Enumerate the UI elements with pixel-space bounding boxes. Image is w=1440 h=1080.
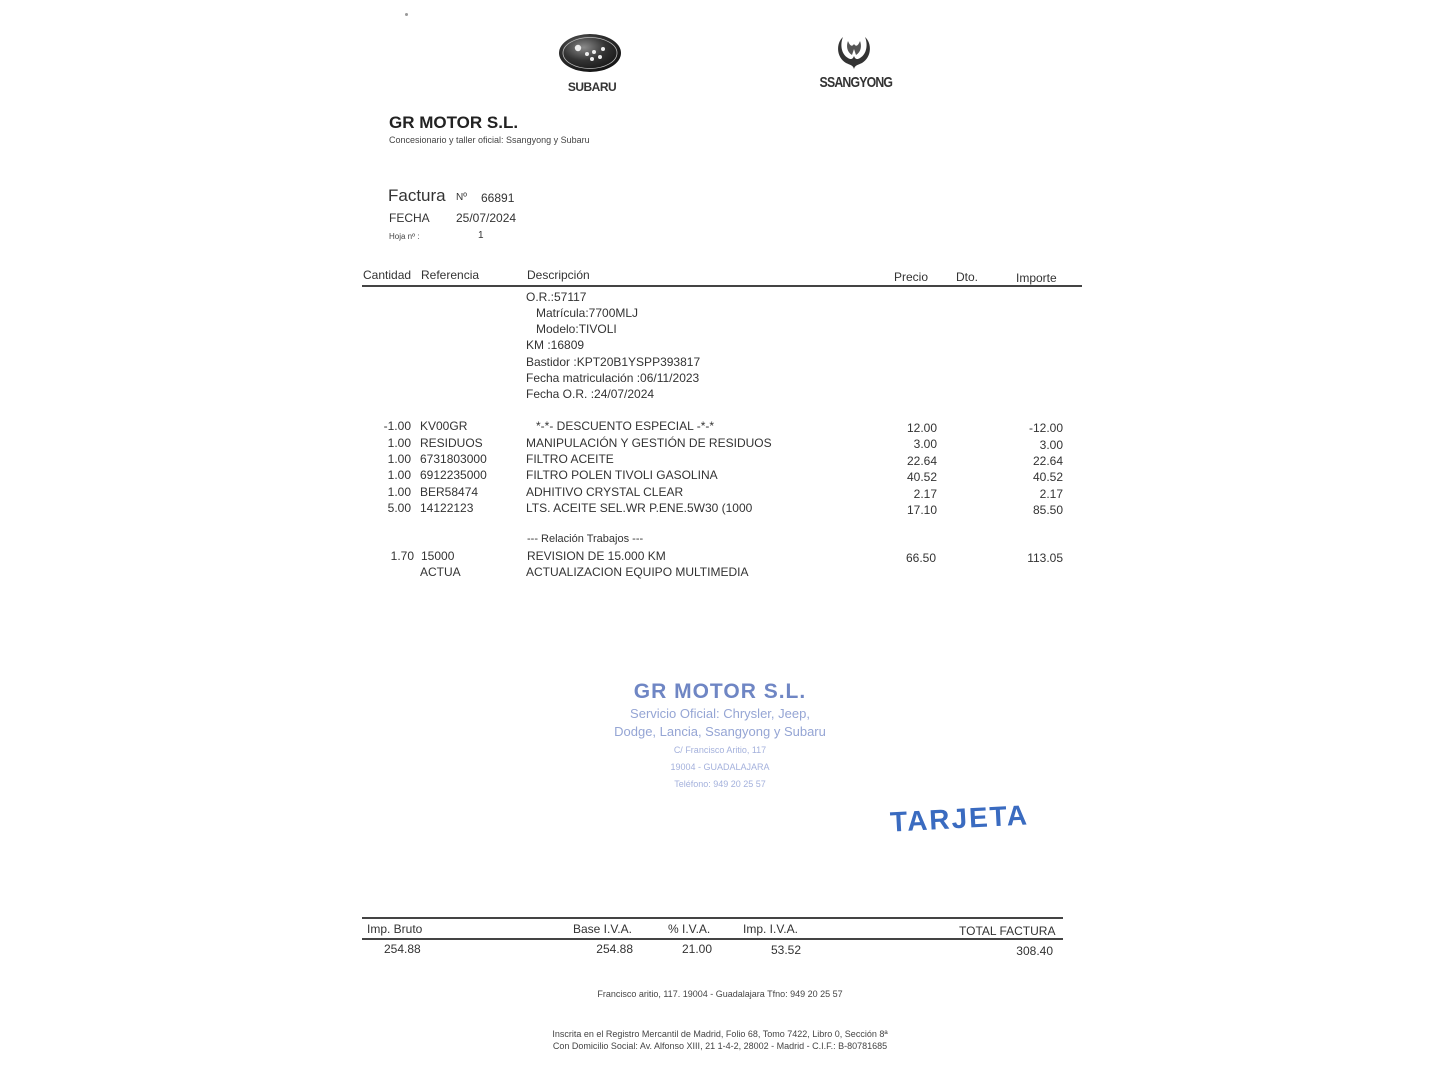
company-stamp bbox=[605, 680, 835, 791]
invoice-number: 66891 bbox=[481, 191, 515, 205]
sheet-label: Hoja nº : bbox=[389, 232, 420, 241]
subaru-emblem-icon bbox=[558, 33, 622, 73]
ssangyong-logo bbox=[812, 31, 896, 91]
ssangyong-wordmark: SSANGYONG bbox=[819, 74, 893, 91]
cell-importe: 85.50 bbox=[1032, 503, 1063, 517]
totals-label-pct-iva: % I.V.A. bbox=[668, 922, 711, 936]
totals-top-rule bbox=[362, 917, 1063, 919]
col-header-descripcion: Descripción bbox=[527, 268, 590, 282]
cell-precio: 2.17 bbox=[913, 487, 937, 501]
works-section-title: --- Relación Trabajos --- bbox=[527, 533, 644, 545]
cell-importe: 40.52 bbox=[1032, 470, 1063, 484]
totals-label-imp-iva: Imp. I.V.A. bbox=[743, 922, 798, 936]
cell-cantidad: 1.00 bbox=[387, 485, 411, 499]
cell-importe: 3.00 bbox=[1039, 438, 1063, 452]
scan-speck bbox=[405, 13, 408, 16]
company-name: GR MOTOR S.L. bbox=[389, 113, 519, 132]
info-line-modelo: Modelo:TIVOLI bbox=[536, 322, 617, 336]
cell-descripcion: LTS. ACEITE SEL.WR P.ENE.5W30 (1000 bbox=[526, 501, 753, 515]
cell-importe: 113.05 bbox=[1027, 551, 1063, 565]
company-subtitle: Concesionario y taller oficial: Ssangyong y Subaru bbox=[389, 135, 590, 145]
cell-referencia: BER58474 bbox=[420, 485, 479, 499]
footer-registry bbox=[0, 1028, 1440, 1052]
cell-referencia: ACTUA bbox=[420, 565, 461, 579]
cell-descripcion: ADHITIVO CRYSTAL CLEAR bbox=[526, 485, 684, 499]
invoice-number-label: Nº bbox=[456, 192, 467, 203]
cell-descripcion: FILTRO ACEITE bbox=[526, 452, 614, 466]
cell-referencia: 6912235000 bbox=[420, 468, 487, 482]
cell-referencia: 15000 bbox=[421, 549, 455, 563]
cell-referencia: KV00GR bbox=[420, 419, 468, 433]
totals-value-imp-iva: 53.52 bbox=[770, 943, 801, 957]
col-header-importe: Importe bbox=[1016, 271, 1057, 285]
stamp-phone: Teléfono: 949 20 25 57 bbox=[674, 779, 766, 789]
cell-descripcion: *-*- DESCUENTO ESPECIAL -*-* bbox=[536, 419, 715, 433]
cell-descripcion: ACTUALIZACION EQUIPO MULTIMEDIA bbox=[526, 565, 749, 579]
totals-value-imp-bruto: 254.88 bbox=[384, 942, 421, 956]
info-line-fecha-or: Fecha O.R. :24/07/2024 bbox=[526, 387, 655, 401]
cell-importe: -12.00 bbox=[1028, 421, 1063, 435]
cell-referencia: 14122123 bbox=[420, 501, 474, 515]
footer-registry-line1: Inscrita en el Registro Mercantil de Madrid, Folio 68, Tomo 7422, Libro 0, Sección 8ª bbox=[552, 1029, 888, 1039]
payment-method-stamp: TARJETA bbox=[889, 799, 1030, 838]
cell-precio: 40.52 bbox=[906, 470, 937, 484]
col-header-referencia: Referencia bbox=[421, 268, 480, 282]
totals-mid-rule bbox=[362, 938, 1063, 940]
invoice-date-label: FECHA bbox=[389, 211, 430, 225]
info-line-or: O.R.:57117 bbox=[526, 290, 587, 304]
footer-registry-line2: Con Domicilio Social: Av. Alfonso XIII, 21 1-4-2, 28002 - Madrid - C.I.F.: B-80781685 bbox=[552, 1041, 888, 1051]
info-line-km: KM :16809 bbox=[526, 338, 585, 352]
totals-value-total: 308.40 bbox=[1016, 944, 1053, 958]
cell-cantidad: 1.00 bbox=[387, 436, 411, 450]
col-header-cantidad: Cantidad bbox=[363, 268, 412, 282]
stamp-line1: Servicio Oficial: Chrysler, Jeep, bbox=[630, 706, 810, 721]
cell-descripcion: FILTRO POLEN TIVOLI GASOLINA bbox=[526, 468, 718, 482]
cell-referencia: 6731803000 bbox=[420, 452, 487, 466]
subaru-wordmark: SUBARU bbox=[567, 80, 617, 94]
cell-referencia: RESIDUOS bbox=[420, 436, 483, 450]
totals-value-pct-iva: 21.00 bbox=[681, 942, 712, 956]
totals-label-total: TOTAL FACTURA bbox=[959, 924, 1056, 938]
info-line-bastidor: Bastidor :KPT20B1YSPP393817 bbox=[526, 355, 701, 369]
cell-precio: 17.10 bbox=[906, 503, 937, 517]
invoice-label: Factura bbox=[388, 186, 446, 205]
totals-value-base-iva: 254.88 bbox=[596, 942, 633, 956]
ssangyong-emblem-icon bbox=[832, 31, 876, 73]
info-line-matricula: Matrícula:7700MLJ bbox=[536, 306, 639, 320]
cell-cantidad: 1.00 bbox=[387, 452, 411, 466]
cell-precio: 22.64 bbox=[906, 454, 937, 468]
cell-cantidad: 1.00 bbox=[387, 468, 411, 482]
cell-descripcion: MANIPULACIÓN Y GESTIÓN DE RESIDUOS bbox=[526, 436, 772, 450]
header-rule bbox=[362, 285, 1082, 287]
cell-importe: 22.64 bbox=[1032, 454, 1063, 468]
totals-label-base-iva: Base I.V.A. bbox=[573, 922, 632, 936]
invoice-date: 25/07/2024 bbox=[456, 211, 517, 225]
cell-cantidad: 5.00 bbox=[387, 501, 411, 515]
stamp-address1: C/ Francisco Aritio, 117 bbox=[673, 745, 767, 755]
cell-precio: 3.00 bbox=[913, 437, 937, 451]
cell-precio: 12.00 bbox=[906, 421, 937, 435]
stamp-address2: 19004 - GUADALAJARA bbox=[670, 762, 770, 772]
cell-descripcion: REVISION DE 15.000 KM bbox=[527, 549, 666, 563]
subaru-logo bbox=[558, 33, 626, 94]
totals-label-imp-bruto: Imp. Bruto bbox=[367, 922, 423, 936]
col-header-dto: Dto. bbox=[956, 270, 979, 284]
cell-cantidad: 1.70 bbox=[390, 549, 414, 563]
stamp-line2: Dodge, Lancia, Ssangyong y Subaru bbox=[614, 724, 826, 739]
footer-address: Francisco aritio, 117. 19004 - Guadalajara Tfno: 949 20 25 57 bbox=[597, 989, 843, 999]
info-line-fecha-matriculacion: Fecha matriculación :06/11/2023 bbox=[526, 371, 700, 385]
sheet-number: 1 bbox=[478, 230, 484, 241]
cell-precio: 66.50 bbox=[905, 551, 936, 565]
stamp-title: GR MOTOR S.L. bbox=[633, 680, 807, 703]
cell-importe: 2.17 bbox=[1039, 487, 1063, 501]
cell-cantidad: -1.00 bbox=[383, 419, 411, 433]
col-header-precio: Precio bbox=[894, 270, 929, 284]
